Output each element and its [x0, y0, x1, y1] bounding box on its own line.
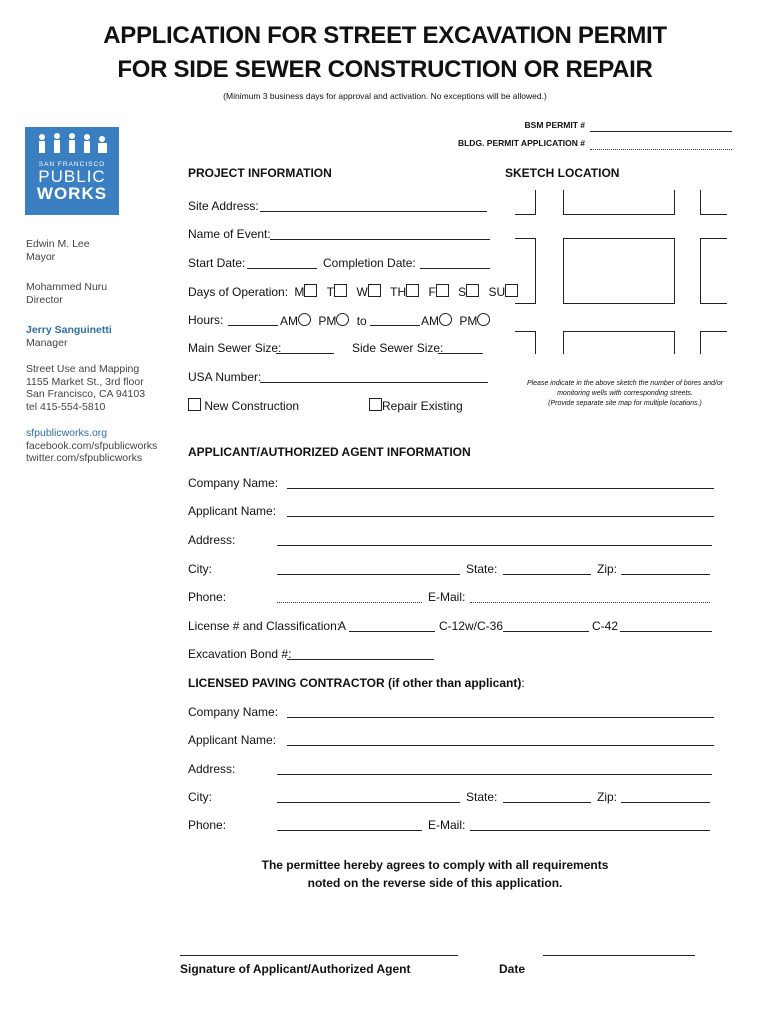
name-of-event-field[interactable] [270, 239, 490, 240]
pm-radio[interactable] [336, 313, 349, 326]
contractor-email-field[interactable] [470, 830, 710, 831]
contractor-address-field[interactable] [277, 774, 712, 775]
license-class-a-label: A [338, 619, 347, 633]
day-s-label: S [458, 285, 467, 299]
contractor-company-field[interactable] [287, 717, 714, 718]
contractor-phone-field[interactable] [277, 830, 422, 831]
contractor-phone-label: Phone: [188, 818, 227, 832]
sketch-note [505, 379, 745, 409]
start-date-label: Start Date: [188, 256, 246, 270]
main-sewer-field[interactable] [276, 353, 334, 354]
day-m-checkbox[interactable] [304, 284, 317, 297]
address-line-2: San Francisco, CA 94103 [26, 388, 146, 400]
hours-label: Hours: [188, 313, 224, 327]
contractor-city-label: City: [188, 790, 212, 804]
bsm-permit-field[interactable] [590, 131, 732, 132]
days-of-operation [188, 284, 518, 299]
sketch-location-heading: SKETCH LOCATION [505, 166, 620, 180]
applicant-company-field[interactable] [287, 488, 714, 489]
applicant-city-label: City: [188, 562, 212, 576]
pm-label: PM [318, 314, 337, 328]
sketch-note-line-1: Please indicate in the above sketch the number of bores and/or [526, 380, 724, 387]
applicant-state-field[interactable] [503, 574, 591, 575]
day-f-label: F [428, 285, 436, 299]
completion-date-label: Completion Date: [323, 256, 416, 270]
twitter-link[interactable]: twitter.com/sfpublicworks [26, 452, 143, 464]
site-address-field[interactable] [260, 211, 487, 212]
applicant-phone-field[interactable] [277, 602, 422, 603]
contractor-heading-row [188, 676, 525, 690]
contractor-name-field[interactable] [287, 745, 714, 746]
usa-number-label: USA Number: [188, 370, 262, 384]
applicant-address-label: Address: [188, 533, 236, 547]
address-line-1: 1155 Market St., 3rd floor [26, 375, 144, 388]
applicant-state-label: State: [466, 562, 498, 576]
am-radio[interactable] [298, 313, 311, 326]
am-label-2: AM [421, 314, 439, 328]
new-construction-option [188, 398, 299, 413]
license-label: License # and Classification: [188, 619, 341, 633]
day-th-label: TH [390, 285, 407, 299]
contractor-company-label: Company Name: [188, 705, 279, 719]
applicant-zip-field[interactable] [621, 574, 710, 575]
day-m-label: M [294, 285, 305, 299]
bldg-permit-field[interactable] [590, 149, 732, 150]
contractor-zip-field[interactable] [621, 802, 710, 803]
director-name: Mohammed Nuru [26, 281, 108, 293]
mayor-title: Mayor [26, 250, 56, 263]
name-of-event-label: Name of Event: [188, 227, 271, 241]
telephone: tel 415-554-5810 [26, 400, 106, 413]
usa-number-field[interactable] [260, 382, 488, 383]
contractor-city-field[interactable] [277, 802, 460, 803]
sidebar [26, 238, 176, 465]
director-title: Director [26, 293, 63, 306]
applicant-name-field[interactable] [287, 516, 714, 517]
applicant-city-field[interactable] [277, 574, 460, 575]
day-th-checkbox[interactable] [406, 284, 419, 297]
bsm-permit-label: BSM PERMIT # [524, 120, 585, 130]
logo-text-works: WORKS [36, 184, 108, 203]
title-line-2: FOR SIDE SEWER CONSTRUCTION OR REPAIR [117, 56, 653, 83]
day-f-checkbox[interactable] [436, 284, 449, 297]
applicant-heading: APPLICANT/AUTHORIZED AGENT INFORMATION [188, 445, 471, 459]
sketch-note-line-3: (Provide separate site map for multiple locations.) [548, 400, 702, 407]
applicant-email-field[interactable] [470, 602, 710, 603]
project-info-heading: PROJECT INFORMATION [188, 166, 332, 180]
mayor-name: Edwin M. Lee [26, 238, 90, 250]
contractor-state-label: State: [466, 790, 498, 804]
applicant-company-label: Company Name: [188, 476, 279, 490]
hours-end-ampm [421, 313, 490, 328]
license-class-c42-label: C-42 [592, 619, 619, 633]
contractor-heading-colon: : [521, 676, 525, 690]
bldg-permit-label: BLDG. PERMIT APPLICATION # [457, 138, 585, 148]
repair-existing-option [369, 398, 463, 413]
bond-field[interactable] [287, 659, 434, 660]
day-w-label: W [356, 285, 368, 299]
license-class-c12-field[interactable] [503, 631, 589, 632]
hours-end-field[interactable] [370, 325, 420, 326]
day-su-label: SU [488, 285, 506, 299]
contractor-address-label: Address: [188, 762, 236, 776]
agreement-line-2: noted on the reverse side of this application. [307, 876, 563, 890]
hours-start-field[interactable] [228, 325, 278, 326]
manager-title: Manager [26, 336, 68, 349]
website-link[interactable]: sfpublicworks.org [26, 427, 108, 439]
repair-existing-label: Repair Existing [382, 399, 463, 413]
side-sewer-field[interactable] [438, 353, 483, 354]
sf-public-works-logo [25, 127, 119, 215]
day-t-checkbox[interactable] [334, 284, 347, 297]
day-w-checkbox[interactable] [368, 284, 381, 297]
pm-label-2: PM [459, 314, 478, 328]
logo-text-sf: SAN FRANCISCO [38, 161, 106, 168]
license-class-c42-field[interactable] [620, 631, 712, 632]
title-line-1: APPLICATION FOR STREET EXCAVATION PERMIT [103, 22, 667, 49]
bond-label: Excavation Bond #: [188, 647, 292, 661]
agreement-line-1: The permittee hereby agrees to comply with all requirements [261, 858, 609, 872]
applicant-email-label: E-Mail: [428, 590, 466, 604]
workers-icon [32, 131, 112, 159]
completion-date-field[interactable] [420, 268, 490, 269]
sketch-note-line-2: monitoring wells with corresponding streets. [557, 390, 693, 397]
contractor-name-label: Applicant Name: [188, 733, 277, 747]
new-construction-checkbox[interactable] [188, 398, 201, 411]
applicant-address-field[interactable] [277, 545, 712, 546]
contractor-state-field[interactable] [503, 802, 591, 803]
date-field[interactable] [543, 955, 695, 956]
manager-name: Jerry Sanguinetti [26, 324, 112, 336]
signature-label: Signature of Applicant/Authorized Agent [180, 962, 411, 976]
side-sewer-label: Side Sewer Size: [352, 341, 444, 355]
applicant-phone-label: Phone: [188, 590, 227, 604]
subtitle: (Minimum 3 business days for approval and activation. No exceptions will be allowed.) [223, 91, 547, 101]
start-date-field[interactable] [247, 268, 317, 269]
dept-name: Street Use and Mapping [26, 363, 140, 375]
logo-text-public: PUBLIC [38, 167, 106, 186]
am-label: AM [280, 314, 298, 328]
new-construction-label: New Construction [204, 399, 300, 413]
applicant-name-label: Applicant Name: [188, 504, 277, 518]
license-class-a-field[interactable] [349, 631, 435, 632]
pm-radio-2[interactable] [477, 313, 490, 326]
contractor-email-label: E-Mail: [428, 818, 466, 832]
applicant-zip-label: Zip: [597, 562, 618, 576]
day-s-checkbox[interactable] [466, 284, 479, 297]
contractor-zip-label: Zip: [597, 790, 618, 804]
day-t-label: T [326, 285, 335, 299]
main-sewer-label: Main Sewer Size: [188, 341, 282, 355]
facebook-link[interactable]: facebook.com/sfpublicworks [26, 439, 158, 452]
repair-existing-checkbox[interactable] [369, 398, 382, 411]
site-address-label: Site Address: [188, 199, 259, 213]
days-of-operation-label: Days of Operation: [188, 285, 289, 299]
date-label: Date [499, 962, 526, 976]
contractor-heading: LICENSED PAVING CONTRACTOR (if other than applicant) [188, 676, 522, 690]
hours-start-ampm [280, 313, 367, 328]
signature-field[interactable] [180, 955, 458, 956]
license-class-c12-label: C-12w/C-36 [439, 619, 504, 633]
am-radio-2[interactable] [439, 313, 452, 326]
to-label: to [356, 314, 367, 328]
